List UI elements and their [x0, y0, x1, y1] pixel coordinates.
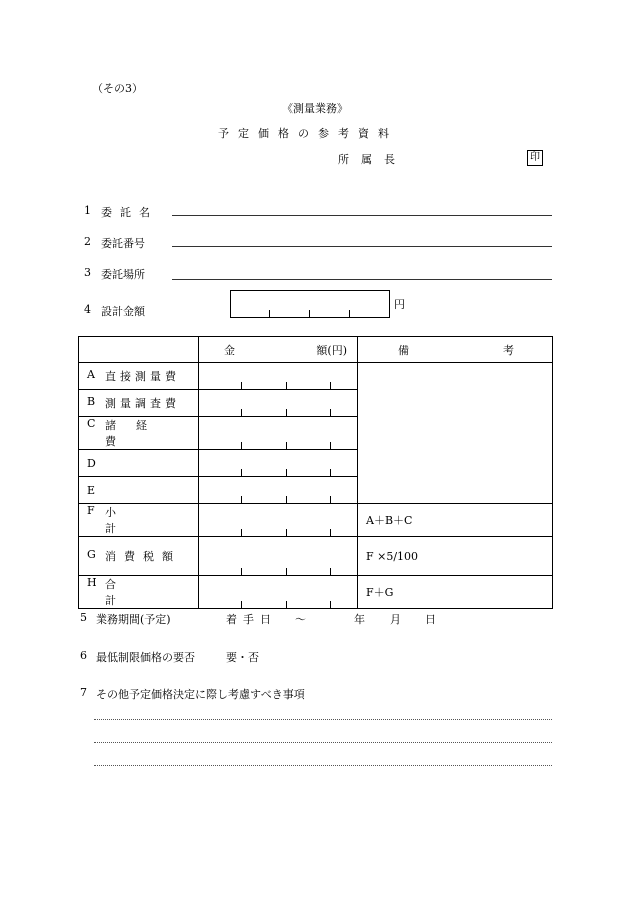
- notes-line-2[interactable]: [94, 742, 552, 743]
- digit-separator: [330, 469, 331, 476]
- month-label: 月: [390, 613, 401, 626]
- digit-separator: [241, 601, 242, 608]
- row-label: 合計: [105, 578, 170, 607]
- digit-separator: [309, 310, 310, 317]
- row-label-cell: [79, 450, 199, 477]
- row-label-cell: [79, 576, 199, 609]
- row-label: [105, 457, 190, 470]
- row-label: 小計: [105, 506, 170, 535]
- digit-separator: [241, 382, 242, 389]
- row-amount-cell[interactable]: [199, 477, 358, 504]
- field-3-number: 3: [84, 266, 91, 279]
- table-row: [79, 363, 553, 390]
- row-remarks-cell: F＋G: [358, 576, 553, 609]
- row-amount-cell[interactable]: [199, 450, 358, 477]
- row-letter: D: [87, 456, 96, 470]
- field-2-number: 2: [84, 235, 91, 248]
- row-amount-cell[interactable]: [199, 504, 358, 537]
- row-label-cell: [79, 363, 199, 390]
- digit-separator: [286, 601, 287, 608]
- digit-separator: [286, 442, 287, 449]
- row-label-cell: [79, 390, 199, 417]
- tilde: ～: [295, 613, 306, 626]
- minimum-price-choice[interactable]: 要・否: [226, 651, 259, 664]
- table-row: [79, 504, 553, 537]
- field-3-line[interactable]: [172, 279, 552, 280]
- row-label: 測量調査費: [105, 397, 180, 410]
- item-6-label: 最低制限価格の要否: [96, 651, 195, 664]
- part-number: （その3）: [92, 82, 143, 95]
- table-header-row: [79, 337, 553, 363]
- digit-separator: [330, 496, 331, 503]
- field-1-line[interactable]: [172, 215, 552, 216]
- row-letter: B: [87, 395, 96, 408]
- row-letter: C: [87, 417, 96, 430]
- row-letter: H: [87, 576, 97, 589]
- header-label-cell: [79, 337, 199, 363]
- field-1-number: 1: [84, 204, 91, 217]
- digit-separator: [286, 382, 287, 389]
- row-label-cell: [79, 417, 199, 450]
- digit-separator: [330, 442, 331, 449]
- row-amount-cell[interactable]: [199, 390, 358, 417]
- digit-separator: [286, 409, 287, 416]
- start-label: 着手日: [226, 613, 277, 626]
- row-label: 消費税額: [105, 550, 181, 563]
- digit-separator: [286, 469, 287, 476]
- header-remarks-cell: [358, 337, 553, 363]
- row-remarks-cell: F ×5/100: [358, 537, 553, 576]
- row-label: [105, 484, 190, 497]
- header-remarks-right: 考: [503, 343, 514, 357]
- digit-separator: [286, 496, 287, 503]
- row-letter: G: [87, 548, 96, 561]
- field-4-label: 設計金額: [101, 305, 145, 318]
- digit-separator: [241, 409, 242, 416]
- authority-label: 所属長: [338, 153, 407, 166]
- digit-separator: [241, 496, 242, 503]
- table-row: [79, 537, 553, 576]
- row-label: 直接測量費: [105, 370, 180, 383]
- row-letter: E: [87, 483, 96, 497]
- row-amount-cell[interactable]: [199, 363, 358, 390]
- digit-separator: [241, 469, 242, 476]
- digit-separator: [269, 310, 270, 317]
- digit-separator: [330, 382, 331, 389]
- row-label-cell: [79, 477, 199, 504]
- digit-separator: [330, 601, 331, 608]
- document-title: 予定価格の参考資料: [218, 127, 398, 140]
- field-1-label: 委託名: [101, 206, 158, 219]
- header-amount-left: 金: [224, 343, 235, 357]
- digit-separator: [241, 529, 242, 536]
- day-label: 日: [425, 613, 436, 626]
- table-row: [79, 576, 553, 609]
- notes-line-3[interactable]: [94, 765, 552, 766]
- header-remarks-left: 備: [398, 343, 409, 357]
- digit-separator: [241, 568, 242, 575]
- row-amount-cell[interactable]: [199, 537, 358, 576]
- digit-separator: [330, 529, 331, 536]
- digit-separator: [330, 409, 331, 416]
- digit-separator: [286, 568, 287, 575]
- design-amount-box[interactable]: [230, 290, 390, 318]
- yen-unit: 円: [394, 298, 405, 311]
- row-label: 諸経費: [105, 419, 167, 448]
- field-4-number: 4: [84, 303, 91, 316]
- header-amount-right: 額(円): [316, 343, 347, 357]
- category-label: 《測量業務》: [282, 102, 348, 115]
- item-6-number: 6: [80, 649, 87, 662]
- item-7-label: その他予定価格決定に際し考慮すべき事項: [96, 688, 305, 701]
- row-amount-cell[interactable]: [199, 417, 358, 450]
- row-amount-cell[interactable]: [199, 576, 358, 609]
- field-2-line[interactable]: [172, 246, 552, 247]
- digit-separator: [330, 568, 331, 575]
- item-5-number: 5: [80, 611, 87, 624]
- digit-separator: [286, 529, 287, 536]
- row-letter: A: [87, 368, 95, 381]
- header-amount-cell: [199, 337, 358, 363]
- row-letter: F: [87, 504, 95, 517]
- field-3-label: 委託場所: [101, 268, 145, 281]
- row-label-cell: [79, 537, 199, 576]
- field-2-label: 委託番号: [101, 237, 145, 250]
- year-label: 年: [354, 613, 365, 626]
- digit-separator: [241, 442, 242, 449]
- row-remarks-cell[interactable]: [358, 363, 553, 504]
- row-label-cell: [79, 504, 199, 537]
- item-5-label: 業務期間(予定): [96, 613, 171, 626]
- digit-separator: [349, 310, 350, 317]
- notes-line-1[interactable]: [94, 719, 552, 720]
- row-remarks-cell: A＋B＋C: [358, 504, 553, 537]
- item-7-number: 7: [80, 686, 87, 699]
- cost-table: [78, 336, 553, 609]
- seal-box: 印: [527, 150, 543, 166]
